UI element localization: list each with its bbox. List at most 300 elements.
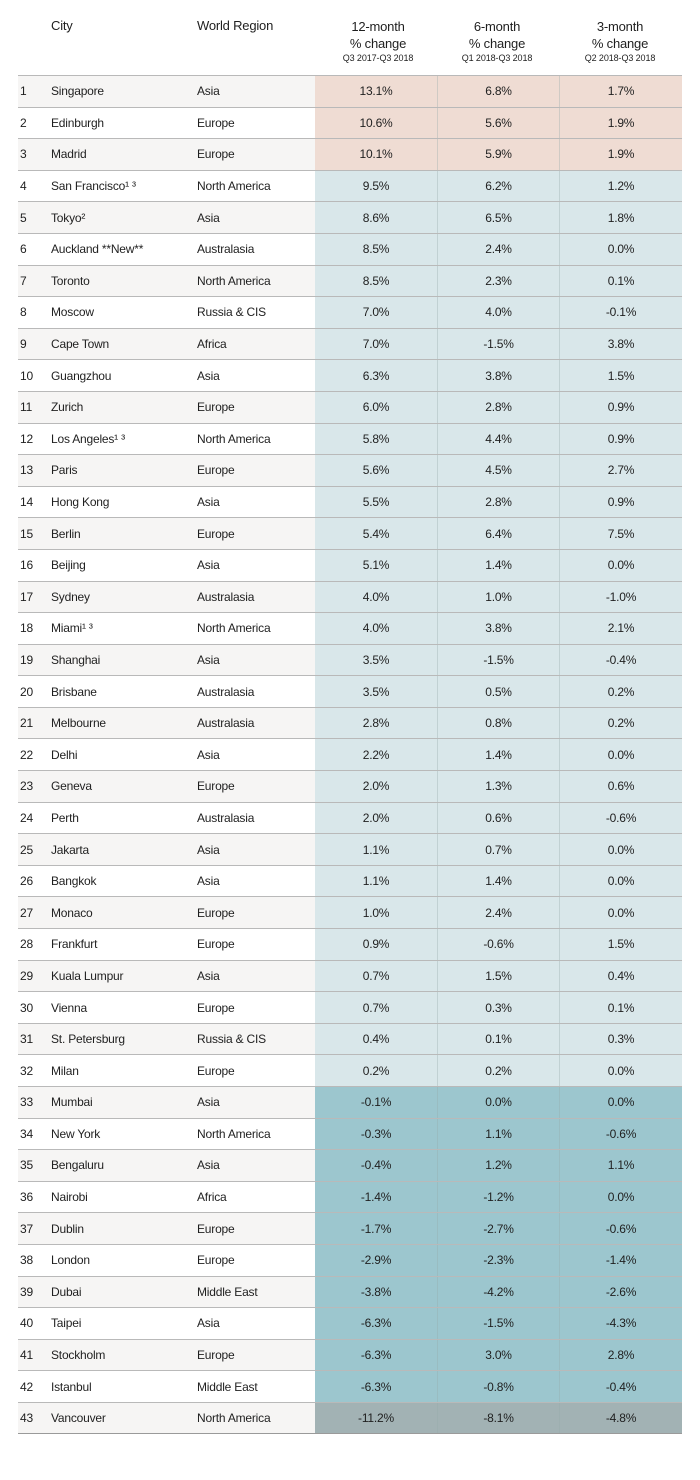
change-3-month-cell: 0.0% — [559, 1087, 682, 1118]
rank-cell: 18 — [20, 621, 33, 636]
table-row — [18, 896, 682, 928]
change-6-month-cell: 6.5% — [437, 202, 559, 233]
rank-cell: 20 — [20, 684, 33, 699]
rank-cell: 30 — [20, 1000, 33, 1015]
change-12-month-cell: 4.0% — [315, 582, 437, 613]
region-cell: Asia — [197, 368, 220, 383]
change-6-month-cell: 6.8% — [437, 76, 559, 107]
change-12-month-cell: 0.2% — [315, 1055, 437, 1086]
change-3-month-cell: 0.0% — [559, 1055, 682, 1086]
region-cell: Europe — [197, 463, 235, 478]
change-6-month-cell: -4.2% — [437, 1277, 559, 1308]
change-6-month-cell: -1.2% — [437, 1182, 559, 1213]
table-row — [18, 581, 682, 613]
region-cell: Middle East — [197, 1379, 258, 1394]
change-6-month-cell: 5.9% — [437, 139, 559, 170]
table-row — [18, 738, 682, 770]
change-12-month-cell: 0.4% — [315, 1024, 437, 1055]
table-row — [18, 359, 682, 391]
change-12-month-cell: 7.0% — [315, 329, 437, 360]
table-row — [18, 296, 682, 328]
change-3-month-cell: 1.2% — [559, 171, 682, 202]
rank-cell: 14 — [20, 495, 33, 510]
region-cell: Europe — [197, 937, 235, 952]
change-6-month-cell: 2.8% — [437, 487, 559, 518]
city-cell: Beijing — [51, 558, 86, 573]
city-cell: Delhi — [51, 747, 78, 762]
region-cell: Europe — [197, 1063, 235, 1078]
change-12-month-cell: 13.1% — [315, 76, 437, 107]
header-region: World Region — [197, 18, 274, 33]
table-row — [18, 107, 682, 139]
table-row — [18, 391, 682, 423]
rank-cell: 6 — [20, 242, 27, 257]
city-cell: Auckland **New** — [51, 242, 144, 257]
change-6-month-cell: 2.4% — [437, 234, 559, 265]
change-12-month-cell: 5.1% — [315, 550, 437, 581]
rank-cell: 21 — [20, 716, 33, 731]
header-6-title1: 6-month — [473, 19, 521, 34]
city-cell: Bengaluru — [51, 1158, 104, 1173]
region-cell: North America — [197, 431, 271, 446]
change-12-month-cell: -6.3% — [315, 1340, 437, 1371]
rank-cell: 31 — [20, 1032, 33, 1047]
table-row — [18, 991, 682, 1023]
change-12-month-cell: 6.3% — [315, 360, 437, 391]
rank-cell: 1 — [20, 84, 27, 99]
change-6-month-cell: 0.8% — [437, 708, 559, 739]
city-cell: Nairobi — [51, 1190, 88, 1205]
change-6-month-cell: 3.0% — [437, 1340, 559, 1371]
change-12-month-cell: 3.5% — [315, 676, 437, 707]
rank-cell: 28 — [20, 937, 33, 952]
region-cell: Asia — [197, 874, 220, 889]
change-12-month-cell: 5.4% — [315, 518, 437, 549]
rank-cell: 23 — [20, 779, 33, 794]
change-3-month-cell: 0.0% — [559, 897, 682, 928]
change-12-month-cell: -2.9% — [315, 1245, 437, 1276]
region-cell: Europe — [197, 779, 235, 794]
table-row — [18, 1244, 682, 1276]
table-row — [18, 1370, 682, 1402]
city-cell: Istanbul — [51, 1379, 92, 1394]
rank-cell: 25 — [20, 842, 33, 857]
change-3-month-cell: 0.4% — [559, 961, 682, 992]
rank-cell: 22 — [20, 747, 33, 762]
change-6-month-cell: 0.5% — [437, 676, 559, 707]
rank-cell: 24 — [20, 810, 33, 825]
change-12-month-cell: -11.2% — [315, 1403, 437, 1433]
change-12-month-cell: 6.0% — [315, 392, 437, 423]
region-cell: Asia — [197, 84, 220, 99]
table-body — [18, 75, 682, 1434]
region-cell: North America — [197, 179, 271, 194]
city-cell: Moscow — [51, 305, 94, 320]
change-12-month-cell: 2.0% — [315, 803, 437, 834]
rank-cell: 36 — [20, 1190, 33, 1205]
change-6-month-cell: 1.2% — [437, 1150, 559, 1181]
rank-cell: 4 — [20, 179, 27, 194]
change-6-month-cell: 1.3% — [437, 771, 559, 802]
change-12-month-cell: 1.1% — [315, 866, 437, 897]
city-cell: Frankfurt — [51, 937, 98, 952]
change-6-month-cell: 0.2% — [437, 1055, 559, 1086]
change-3-month-cell: 0.3% — [559, 1024, 682, 1055]
change-3-month-cell: 1.7% — [559, 76, 682, 107]
rank-cell: 9 — [20, 337, 27, 352]
change-12-month-cell: -1.4% — [315, 1182, 437, 1213]
region-cell: Africa — [197, 337, 227, 352]
table-row — [18, 201, 682, 233]
change-6-month-cell: 1.4% — [437, 866, 559, 897]
table-row — [18, 75, 682, 107]
city-cell: Kuala Lumpur — [51, 968, 124, 983]
header-6-month — [437, 18, 557, 65]
change-6-month-cell: 6.4% — [437, 518, 559, 549]
rank-cell: 10 — [20, 368, 33, 383]
region-cell: Europe — [197, 147, 235, 162]
change-3-month-cell: 0.9% — [559, 487, 682, 518]
city-cell: Edinburgh — [51, 115, 104, 130]
change-6-month-cell: 5.6% — [437, 108, 559, 139]
table-row — [18, 454, 682, 486]
change-6-month-cell: -1.5% — [437, 1308, 559, 1339]
city-cell: Sydney — [51, 589, 90, 604]
table-row — [18, 833, 682, 865]
table-row — [18, 928, 682, 960]
table-row — [18, 1149, 682, 1181]
region-cell: Asia — [197, 652, 220, 667]
change-3-month-cell: 0.0% — [559, 834, 682, 865]
rank-cell: 5 — [20, 210, 27, 225]
table-row — [18, 1181, 682, 1213]
region-cell: Europe — [197, 115, 235, 130]
rank-cell: 8 — [20, 305, 27, 320]
change-12-month-cell: 2.0% — [315, 771, 437, 802]
city-cell: Hong Kong — [51, 495, 110, 510]
region-cell: North America — [197, 621, 271, 636]
table-row — [18, 1307, 682, 1339]
city-cell: New York — [51, 1126, 101, 1141]
rank-cell: 12 — [20, 431, 33, 446]
change-12-month-cell: 5.8% — [315, 424, 437, 455]
change-3-month-cell: -1.0% — [559, 582, 682, 613]
change-12-month-cell: 2.2% — [315, 739, 437, 770]
table-row — [18, 423, 682, 455]
change-3-month-cell: -0.6% — [559, 803, 682, 834]
change-6-month-cell: 1.4% — [437, 739, 559, 770]
change-3-month-cell: 1.9% — [559, 139, 682, 170]
city-cell: Bangkok — [51, 874, 97, 889]
region-cell: Europe — [197, 1221, 235, 1236]
table-row — [18, 1086, 682, 1118]
change-6-month-cell: 6.2% — [437, 171, 559, 202]
change-3-month-cell: -0.4% — [559, 645, 682, 676]
rank-cell: 37 — [20, 1221, 33, 1236]
region-cell: North America — [197, 1126, 271, 1141]
table-row — [18, 644, 682, 676]
rank-cell: 17 — [20, 589, 33, 604]
change-6-month-cell: -0.8% — [437, 1371, 559, 1402]
region-cell: Africa — [197, 1190, 227, 1205]
change-3-month-cell: 1.5% — [559, 360, 682, 391]
table-row — [18, 233, 682, 265]
change-3-month-cell: -1.4% — [559, 1245, 682, 1276]
change-6-month-cell: -2.7% — [437, 1213, 559, 1244]
rank-cell: 19 — [20, 652, 33, 667]
change-6-month-cell: -1.5% — [437, 329, 559, 360]
change-12-month-cell: -0.3% — [315, 1119, 437, 1150]
change-3-month-cell: 0.1% — [559, 266, 682, 297]
rank-cell: 7 — [20, 273, 27, 288]
change-12-month-cell: 8.5% — [315, 266, 437, 297]
change-3-month-cell: -4.8% — [559, 1403, 682, 1433]
change-6-month-cell: -0.6% — [437, 929, 559, 960]
header-city: City — [51, 18, 73, 33]
change-6-month-cell: -2.3% — [437, 1245, 559, 1276]
change-12-month-cell: -3.8% — [315, 1277, 437, 1308]
table-row — [18, 1054, 682, 1086]
change-3-month-cell: 0.6% — [559, 771, 682, 802]
header-12-title2: % change — [349, 36, 407, 51]
table-row — [18, 865, 682, 897]
change-6-month-cell: 2.8% — [437, 392, 559, 423]
header-3-title1: 3-month — [596, 19, 644, 34]
region-cell: Australasia — [197, 810, 255, 825]
table-row — [18, 549, 682, 581]
table-row — [18, 960, 682, 992]
change-6-month-cell: 4.4% — [437, 424, 559, 455]
change-6-month-cell: 0.1% — [437, 1024, 559, 1055]
region-cell: Australasia — [197, 684, 255, 699]
change-3-month-cell: 0.9% — [559, 392, 682, 423]
change-6-month-cell: 4.0% — [437, 297, 559, 328]
change-6-month-cell: 1.0% — [437, 582, 559, 613]
change-12-month-cell: 8.6% — [315, 202, 437, 233]
region-cell: Europe — [197, 526, 235, 541]
change-3-month-cell: 1.5% — [559, 929, 682, 960]
rank-cell: 2 — [20, 115, 27, 130]
rank-cell: 40 — [20, 1316, 33, 1331]
header-12-range: Q3 2017-Q3 2018 — [342, 53, 414, 63]
rank-cell: 26 — [20, 874, 33, 889]
rank-cell: 39 — [20, 1284, 33, 1299]
region-cell: Europe — [197, 1000, 235, 1015]
change-6-month-cell: 0.0% — [437, 1087, 559, 1118]
change-12-month-cell: -6.3% — [315, 1308, 437, 1339]
rank-cell: 43 — [20, 1410, 33, 1425]
table-row — [18, 1276, 682, 1308]
city-cell: Monaco — [51, 905, 93, 920]
change-6-month-cell: 1.4% — [437, 550, 559, 581]
table-row — [18, 1212, 682, 1244]
region-cell: Asia — [197, 1316, 220, 1331]
change-6-month-cell: -8.1% — [437, 1403, 559, 1433]
city-cell: Stockholm — [51, 1348, 106, 1363]
change-3-month-cell: 0.2% — [559, 676, 682, 707]
city-cell: Dubai — [51, 1284, 82, 1299]
change-6-month-cell: 0.6% — [437, 803, 559, 834]
rank-cell: 11 — [20, 400, 33, 415]
change-3-month-cell: 0.9% — [559, 424, 682, 455]
city-cell: Dublin — [51, 1221, 84, 1236]
region-cell: Russia & CIS — [197, 305, 266, 320]
header-3-month — [560, 18, 680, 65]
region-cell: Asia — [197, 558, 220, 573]
table-row — [18, 802, 682, 834]
region-cell: North America — [197, 1410, 271, 1425]
table-row — [18, 1339, 682, 1371]
region-cell: Russia & CIS — [197, 1032, 266, 1047]
rank-cell: 27 — [20, 905, 33, 920]
change-3-month-cell: 0.2% — [559, 708, 682, 739]
header-12-month — [318, 18, 438, 65]
rank-cell: 38 — [20, 1253, 33, 1268]
rank-cell: 34 — [20, 1126, 33, 1141]
table-row — [18, 170, 682, 202]
table-row — [18, 770, 682, 802]
table-row — [18, 1118, 682, 1150]
region-cell: Asia — [197, 842, 220, 857]
change-12-month-cell: 3.5% — [315, 645, 437, 676]
rank-cell: 33 — [20, 1095, 33, 1110]
change-12-month-cell: -0.4% — [315, 1150, 437, 1181]
rank-cell: 13 — [20, 463, 33, 478]
change-3-month-cell: 0.0% — [559, 1182, 682, 1213]
region-cell: Europe — [197, 1348, 235, 1363]
change-6-month-cell: 1.1% — [437, 1119, 559, 1150]
city-cell: Cape Town — [51, 337, 110, 352]
change-12-month-cell: 10.1% — [315, 139, 437, 170]
change-12-month-cell: 5.5% — [315, 487, 437, 518]
change-12-month-cell: 5.6% — [315, 455, 437, 486]
table-row — [18, 707, 682, 739]
change-3-month-cell: -0.6% — [559, 1119, 682, 1150]
city-cell: Berlin — [51, 526, 81, 541]
region-cell: Europe — [197, 1253, 235, 1268]
change-6-month-cell: 0.7% — [437, 834, 559, 865]
region-cell: Europe — [197, 400, 235, 415]
table-row — [18, 328, 682, 360]
change-6-month-cell: 0.3% — [437, 992, 559, 1023]
region-cell: Asia — [197, 1095, 220, 1110]
region-cell: Australasia — [197, 589, 255, 604]
change-6-month-cell: 2.3% — [437, 266, 559, 297]
change-6-month-cell: 2.4% — [437, 897, 559, 928]
header-6-title2: % change — [468, 36, 526, 51]
change-3-month-cell: 1.8% — [559, 202, 682, 233]
city-cell: Guangzhou — [51, 368, 112, 383]
change-3-month-cell: 2.1% — [559, 613, 682, 644]
rank-cell: 42 — [20, 1379, 33, 1394]
change-12-month-cell: 0.9% — [315, 929, 437, 960]
header-3-title2: % change — [591, 36, 649, 51]
change-3-month-cell: -0.6% — [559, 1213, 682, 1244]
change-3-month-cell: 7.5% — [559, 518, 682, 549]
region-cell: Asia — [197, 495, 220, 510]
header-12-title1: 12-month — [351, 19, 405, 34]
city-cell: Miami¹ ³ — [51, 621, 93, 636]
change-12-month-cell: 8.5% — [315, 234, 437, 265]
change-12-month-cell: 7.0% — [315, 297, 437, 328]
table-row — [18, 138, 682, 170]
change-12-month-cell: -0.1% — [315, 1087, 437, 1118]
city-cell: Shanghai — [51, 652, 101, 667]
region-cell: Australasia — [197, 716, 255, 731]
change-3-month-cell: -0.1% — [559, 297, 682, 328]
city-cell: St. Petersburg — [51, 1032, 125, 1047]
city-cell: Zurich — [51, 400, 84, 415]
city-cell: Toronto — [51, 273, 90, 288]
change-3-month-cell: 0.0% — [559, 866, 682, 897]
change-6-month-cell: 1.5% — [437, 961, 559, 992]
city-cell: Vancouver — [51, 1410, 106, 1425]
rank-cell: 15 — [20, 526, 33, 541]
table-row — [18, 517, 682, 549]
rank-cell: 29 — [20, 968, 33, 983]
change-12-month-cell: -1.7% — [315, 1213, 437, 1244]
change-3-month-cell: 0.0% — [559, 739, 682, 770]
change-3-month-cell: -0.4% — [559, 1371, 682, 1402]
table-row — [18, 1023, 682, 1055]
change-3-month-cell: 1.1% — [559, 1150, 682, 1181]
rank-cell: 3 — [20, 147, 27, 162]
city-cell: Vienna — [51, 1000, 87, 1015]
change-3-month-cell: 1.9% — [559, 108, 682, 139]
rank-cell: 16 — [20, 558, 33, 573]
change-12-month-cell: 1.0% — [315, 897, 437, 928]
change-12-month-cell: 9.5% — [315, 171, 437, 202]
change-12-month-cell: 10.6% — [315, 108, 437, 139]
city-cell: Brisbane — [51, 684, 97, 699]
city-cell: Perth — [51, 810, 79, 825]
table-row — [18, 265, 682, 297]
city-cell: Geneva — [51, 779, 92, 794]
table-row — [18, 675, 682, 707]
region-cell: North America — [197, 273, 271, 288]
city-cell: San Francisco¹ ³ — [51, 179, 136, 194]
city-cell: Los Angeles¹ ³ — [51, 431, 125, 446]
city-cell: Taipei — [51, 1316, 82, 1331]
city-cell: Singapore — [51, 84, 104, 99]
city-cell: Milan — [51, 1063, 79, 1078]
city-cell: Tokyo² — [51, 210, 86, 225]
change-12-month-cell: -6.3% — [315, 1371, 437, 1402]
city-cell: Mumbai — [51, 1095, 93, 1110]
region-cell: Europe — [197, 905, 235, 920]
change-3-month-cell: -4.3% — [559, 1308, 682, 1339]
table-row — [18, 612, 682, 644]
region-cell: Asia — [197, 1158, 220, 1173]
rank-cell: 32 — [20, 1063, 33, 1078]
change-3-month-cell: 3.8% — [559, 329, 682, 360]
region-cell: Asia — [197, 968, 220, 983]
change-12-month-cell: 0.7% — [315, 961, 437, 992]
city-cell: Paris — [51, 463, 78, 478]
rank-cell: 41 — [20, 1348, 33, 1363]
change-6-month-cell: 3.8% — [437, 360, 559, 391]
city-cell: Jakarta — [51, 842, 89, 857]
city-cell: Melbourne — [51, 716, 106, 731]
header-3-range: Q2 2018-Q3 2018 — [584, 53, 656, 63]
change-3-month-cell: 0.1% — [559, 992, 682, 1023]
city-cell: London — [51, 1253, 90, 1268]
change-3-month-cell: 0.0% — [559, 550, 682, 581]
region-cell: Asia — [197, 747, 220, 762]
table-row — [18, 1402, 682, 1434]
change-6-month-cell: 4.5% — [437, 455, 559, 486]
change-6-month-cell: 3.8% — [437, 613, 559, 644]
